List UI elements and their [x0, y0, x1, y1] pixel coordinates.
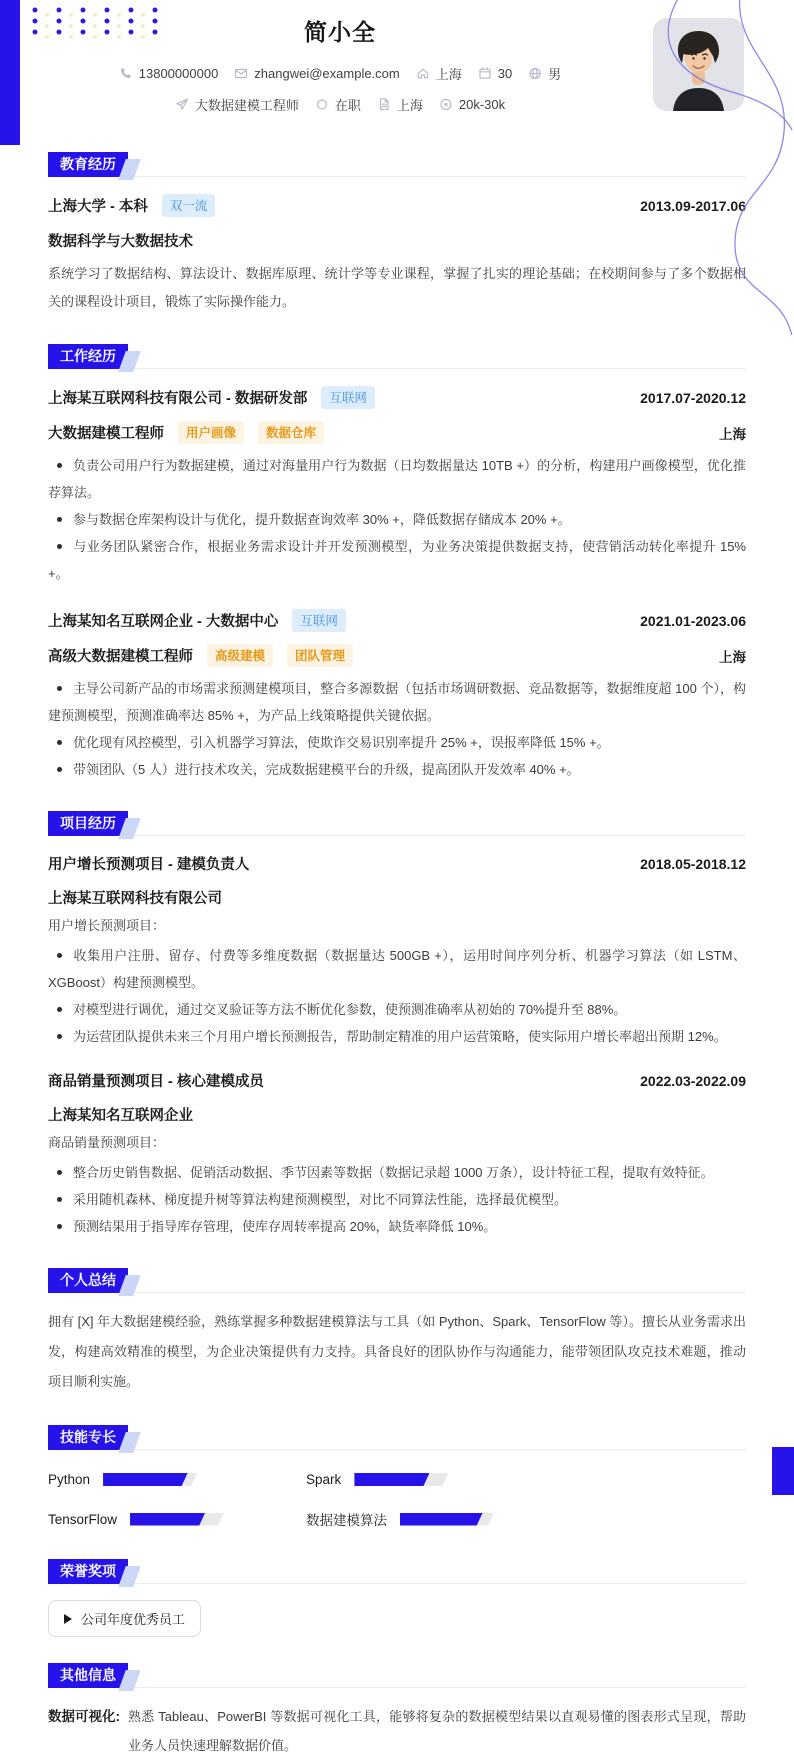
project-subtitle: 商品销量预测项目： — [48, 1135, 166, 1150]
work-bullet: 参与数据仓库架构设计与优化，提升数据查询效率 30% +，降低数据存储成本 20% +。 — [48, 506, 746, 533]
candidate-name: 简小全 — [304, 19, 376, 45]
contact-email — [234, 66, 399, 81]
contact-work-city-value: 上海 — [396, 98, 423, 113]
section-summary-title: 个人总结 — [48, 1268, 128, 1293]
project-bullet: 采用随机森林、梯度提升树等算法构建预测模型，对比不同算法性能，选择最优模型。 — [48, 1186, 746, 1213]
bullet-dot-icon — [57, 544, 62, 549]
skill-label: TensorFlow — [48, 1511, 118, 1527]
bullet-dot-icon — [57, 1007, 62, 1012]
work-bullet: 主导公司新产品的市场需求预测建模项目，整合多源数据（包括市场调研数据、竞品数据等，数据维度超 100 个），构建预测模型，预测准确率达 85% +，为产品上线策略提供关键依据。 — [48, 681, 746, 723]
project-bullet: 对模型进行调优，通过交叉验证等方法不断优化参数，使预测准确率从初始的 70%提升至 88%。 — [48, 996, 746, 1023]
skill-item — [48, 1472, 306, 1487]
contact-job-title — [175, 95, 299, 114]
bullet-dot-icon — [57, 740, 62, 745]
skill-item — [306, 1472, 746, 1487]
skill-bar — [400, 1513, 494, 1526]
work-industry-tag: 互联网 — [292, 609, 346, 632]
home-icon — [416, 66, 430, 81]
project-bullet: 整合历史销售数据、促销活动数据、季节因素等数据（数据记录超 1000 万条），设计特征工程，提取有效特征。 — [48, 1159, 746, 1186]
project-bullet: 收集用户注册、留存、付费等多维度数据（数据量达 500GB +），运用时间序列分析、机器学习算法（如 LSTM、XGBoost）构建预测模型。 — [48, 948, 746, 990]
work-location: 上海 — [719, 426, 746, 442]
section-honors — [48, 1559, 746, 1637]
education-entry — [48, 194, 746, 217]
bullet-dot-icon — [57, 1197, 62, 1202]
other-info-row — [48, 1702, 746, 1760]
skill-bar — [103, 1473, 197, 1486]
section-summary-header — [48, 1268, 746, 1293]
section-projects-title: 项目经历 — [48, 811, 128, 836]
work-bullet: 带领团队（5 人）进行技术攻关，完成数据建模平台的升级，提高团队开发效率 40% +。 — [48, 756, 746, 783]
work-role: 大数据建模工程师 — [48, 426, 164, 442]
work-role-tag: 高级建模 — [207, 644, 273, 667]
education-tag: 双一流 — [162, 194, 216, 217]
project-subtitle: 用户增长预测项目： — [48, 918, 166, 933]
work-role-tag: 团队管理 — [287, 644, 353, 667]
section-education-title: 教育经历 — [48, 152, 128, 177]
globe-icon — [528, 66, 542, 81]
section-education — [48, 152, 746, 316]
education-major: 数据科学与大数据技术 — [48, 234, 193, 250]
contact-age-value: 30 — [497, 66, 513, 81]
work-bullet: 负责公司用户行为数据建模，通过对海量用户行为数据（日均数据量达 10TB +）的分析，构建用户画像模型，优化推荐算法。 — [48, 458, 746, 500]
project-date: 2022.03-2022.09 — [640, 1072, 746, 1089]
contact-job-title-value: 大数据建模工程师 — [194, 98, 299, 113]
contact-city-value: 上海 — [435, 67, 462, 82]
contact-gender-value: 男 — [548, 67, 562, 82]
mail-icon — [234, 66, 248, 81]
contact-phone-value: 13800000000 — [138, 66, 219, 81]
skill-bar-fill — [354, 1473, 429, 1486]
section-summary — [48, 1268, 746, 1397]
contact-row-2 — [48, 95, 632, 114]
section-other-header — [48, 1663, 746, 1688]
skill-item — [48, 1509, 306, 1529]
education-description: 系统学习了数据结构、算法设计、数据库原理、统计学等专业课程，掌握了扎实的理论基础；在校期间参与了多个数据相关的课程设计项目，锻炼了实际操作能力。 — [48, 266, 746, 309]
section-projects-header — [48, 811, 746, 836]
honor-item — [48, 1600, 201, 1637]
contact-work-city — [377, 95, 423, 114]
section-other — [48, 1663, 746, 1760]
work-entry — [48, 609, 746, 783]
project-company: 上海某互联网科技有限公司 — [48, 891, 222, 907]
section-work-header — [48, 344, 746, 369]
contact-salary — [439, 97, 505, 112]
skill-bar-fill — [400, 1513, 483, 1526]
document-icon — [377, 97, 391, 112]
work-role-tag: 用户画像 — [178, 421, 244, 444]
section-work-title: 工作经历 — [48, 344, 128, 369]
skill-bar — [130, 1513, 224, 1526]
section-skills-header — [48, 1425, 746, 1450]
project-entry — [48, 1070, 746, 1240]
bullet-dot-icon — [57, 953, 62, 958]
summary-text: 拥有 [X] 年大数据建模经验，熟练掌握多种数据建模算法与工具（如 Python、Spark、TensorFlow 等）。擅长从业务需求出发，构建高效精准的模型，为企业决策提供有力支持。具备良好的团队协作与沟通能力，能带领团队攻克技术难题，推动项目顺利实施。 — [48, 1314, 746, 1389]
work-company: 上海某互联网科技有限公司 - 数据研发部 — [48, 391, 308, 407]
project-bullet: 预测结果用于指导库存管理，使库存周转率提高 20%，缺货率降低 10%。 — [48, 1213, 746, 1240]
skill-bar-fill — [130, 1513, 205, 1526]
play-icon — [64, 1614, 72, 1624]
bullet-dot-icon — [57, 1224, 62, 1229]
skills-grid — [48, 1472, 746, 1529]
project-name: 用户增长预测项目 - 建模负责人 — [48, 857, 250, 873]
section-education-header — [48, 152, 746, 177]
status-icon — [315, 97, 329, 112]
contact-row-1 — [48, 64, 632, 83]
section-skills-title: 技能专长 — [48, 1425, 128, 1450]
section-projects — [48, 811, 746, 1240]
other-info-label: 数据可视化: — [48, 1709, 120, 1724]
bullet-dot-icon — [57, 1034, 62, 1039]
contact-email-value: zhangwei@example.com — [254, 66, 400, 81]
bullet-dot-icon — [57, 517, 62, 522]
bullet-dot-icon — [57, 463, 62, 468]
contact-age — [478, 66, 512, 81]
resume-header — [0, 0, 794, 130]
project-entry — [48, 853, 746, 1050]
bullet-dot-icon — [57, 1170, 62, 1175]
work-location: 上海 — [719, 649, 746, 665]
skill-label: Python — [48, 1472, 91, 1487]
skill-label: Spark — [306, 1472, 342, 1487]
section-honors-header — [48, 1559, 746, 1584]
section-skills — [48, 1425, 746, 1529]
work-industry-tag: 互联网 — [321, 386, 375, 409]
phone-icon — [119, 66, 133, 81]
calendar-icon — [478, 66, 492, 81]
avatar — [653, 18, 744, 111]
work-date: 2017.07-2020.12 — [640, 389, 746, 406]
section-other-title: 其他信息 — [48, 1663, 128, 1688]
target-icon — [439, 97, 453, 112]
work-role: 高级大数据建模工程师 — [48, 649, 193, 665]
project-company: 上海某知名互联网企业 — [48, 1108, 193, 1124]
work-date: 2021.01-2023.06 — [640, 612, 746, 629]
corner-accent-bar — [772, 1447, 794, 1495]
bullet-dot-icon — [57, 686, 62, 691]
project-date: 2018.05-2018.12 — [640, 855, 746, 872]
contact-status-value: 在职 — [334, 98, 361, 113]
skill-item — [306, 1509, 746, 1529]
skill-label: 数据建模算法 — [306, 1513, 387, 1528]
skill-bar-fill — [103, 1473, 188, 1486]
project-bullet: 为运营团队提供未来三个月用户增长预测报告，帮助制定精准的用户运营策略，使实际用户增长率超出预期 12%。 — [48, 1023, 746, 1050]
other-info-text: 熟悉 Tableau、PowerBI 等数据可视化工具，能够将复杂的数据模型结果以直观易懂的图表形式呈现，帮助业务人员快速理解数据价值。 — [128, 1709, 746, 1753]
work-entry — [48, 386, 746, 587]
contact-status — [315, 95, 361, 114]
education-date: 2013.09-2017.06 — [640, 197, 746, 214]
section-honors-title: 荣誉奖项 — [48, 1559, 128, 1584]
work-bullet: 优化现有风控模型，引入机器学习算法，使欺诈交易识别率提升 25% +，误报率降低 15% +。 — [48, 729, 746, 756]
work-company: 上海某知名互联网企业 - 大数据中心 — [48, 614, 279, 630]
skill-bar — [354, 1473, 448, 1486]
honor-label: 公司年度优秀员工 — [81, 1612, 186, 1627]
send-icon — [175, 97, 189, 112]
contact-salary-value: 20k-30k — [458, 97, 506, 112]
work-role-tag: 数据仓库 — [258, 421, 324, 444]
work-bullet: 与业务团队紧密合作，根据业务需求设计并开发预测模型，为业务决策提供数据支持，使营销活动转化率提升 15% +。 — [48, 539, 746, 581]
contact-gender — [528, 64, 561, 83]
education-school: 上海大学 - 本科 — [48, 199, 148, 215]
bullet-dot-icon — [57, 767, 62, 772]
section-work — [48, 344, 746, 783]
avatar-illustration — [653, 18, 744, 111]
contact-city — [416, 64, 462, 83]
project-name: 商品销量预测项目 - 核心建模成员 — [48, 1074, 264, 1090]
contact-phone — [119, 66, 219, 81]
